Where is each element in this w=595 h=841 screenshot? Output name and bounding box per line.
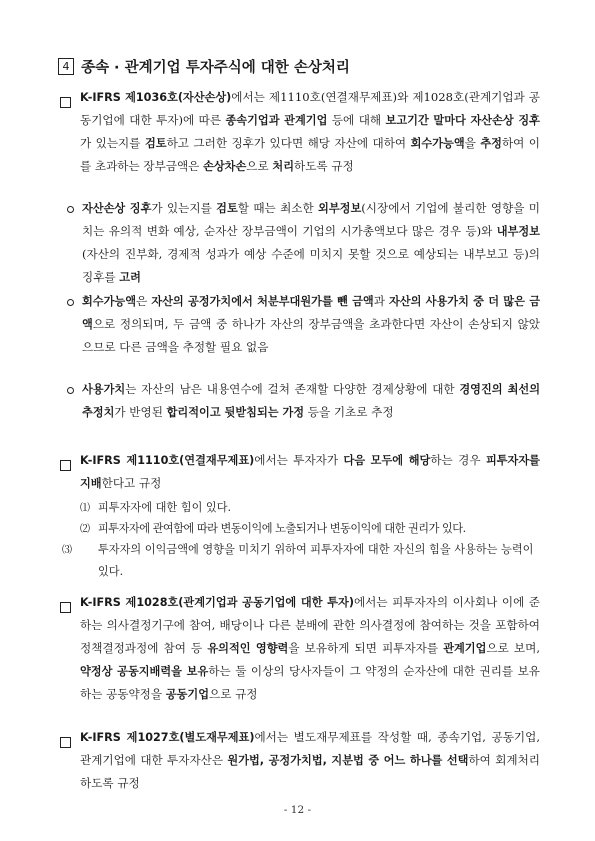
circle-bullet-icon xyxy=(67,387,74,394)
circle-bullet-icon xyxy=(67,299,74,306)
square-bullet-icon xyxy=(60,737,71,748)
section-heading xyxy=(58,56,350,77)
circle-bullet-icon xyxy=(67,206,74,213)
paragraph-ifrs-1036: K-IFRS 제1036호(자산손상)에서는 제1110호(연결재무제표)와 제1028호(관계기업과 공동기업에 대한 투자)에 따른 종속기업과 관계기업 등에 대해 보고기간 말마다 자산손상 징후가 있는지를 검토하고 그러한 징후가 있다면 해당 자산에 대하여 회수가능액을 추정하여 이를 초과하는 장부금액은 손상차손으로 처리하도록 규정 xyxy=(80,90,540,173)
square-bullet-icon xyxy=(60,460,71,471)
paragraph-ifrs-1028: K-IFRS 제1028호(관계기업과 공동기업에 대한 투자)에서는 피투자자의 이사회나 이에 준하는 의사결정기구에 참여, 배당이나 다른 분배에 관한 의사결정에 참여하는 것을 포함하여 정책결정과정에 참여 등 유의적인 영향력을 보유하게 되면 피투자자를 관계기업으로 보며, 약정상 공동지배력을 보유하는 둘 이상의 당사자들이 그 약정의 순자산에 대한 권리를 보유하는 공동약정을 공동기업으로 규정 xyxy=(80,595,541,701)
item-recoverable-amount: 회수가능액은 자산의 공정가치에서 처분부대원가를 뺀 금액과 자산의 사용가치 중 더 많은 금액으로 정의되며, 두 금액 중 하나가 자산의 장부금액을 초과한다면 자산이 손상되지 않았으므로 다른 금액을 추정할 필요 없음 xyxy=(82,294,540,354)
square-bullet-icon xyxy=(60,97,71,108)
paragraph-ifrs-1110: K-IFRS 제1110호(연결재무제표)에서는 투자자가 다음 모두에 해당하는 경우 피투자자를 지배한다고 규정 xyxy=(80,453,540,490)
control-criterion-1: ⑴ 피투자자에 대한 힘이 있다. xyxy=(80,501,232,514)
page-number: - 12 - xyxy=(283,804,312,816)
section-title: 종속 · 관계기업 투자주식에 대한 손상처리 xyxy=(81,60,350,76)
item-impairment-indicators: 자산손상 징후가 있는지를 검토할 때는 최소한 외부정보(시장에서 기업에 불리한 영향을 미치는 유의적 변화 예상, 순자산 장부금액이 기업의 시가총액보다 많은 경우 등)와 내부정보(자산의 진부화, 경제적 성과가 예상 수준에 미치지 못할 것으로 예상되는 내부보고 등)의 징후를 고려 xyxy=(82,201,540,284)
control-criterion-3: ⑶ 투자자의 이익금액에 영향을 미치기 위하여 피투자자에 대한 자신의 힘을 사용하는 능력이 있다. xyxy=(62,543,534,578)
paragraph-ifrs-1027: K-IFRS 제1027호(별도재무제표)에서는 별도재무제표를 작성할 때, 종속기업, 공동기업, 관계기업에 대한 투자자산은 원가법, 공정가치법, 지분법 중 어느 하나를 선택하여 회계처리하도록 규정 xyxy=(80,730,541,790)
square-bullet-icon xyxy=(60,602,71,613)
item-value-in-use: 사용가치는 자산의 남은 내용연수에 걸쳐 존재할 다양한 경제상황에 대한 경영진의 최선의 추정치가 반영된 합리적이고 뒷받침되는 가정 등을 기초로 추정 xyxy=(82,382,541,419)
section-number-box: 4 xyxy=(58,58,74,75)
control-criterion-2: ⑵ 피투자자에 관여함에 따라 변동이익에 노출되거나 변동이익에 대한 권리가 있다. xyxy=(80,522,466,535)
